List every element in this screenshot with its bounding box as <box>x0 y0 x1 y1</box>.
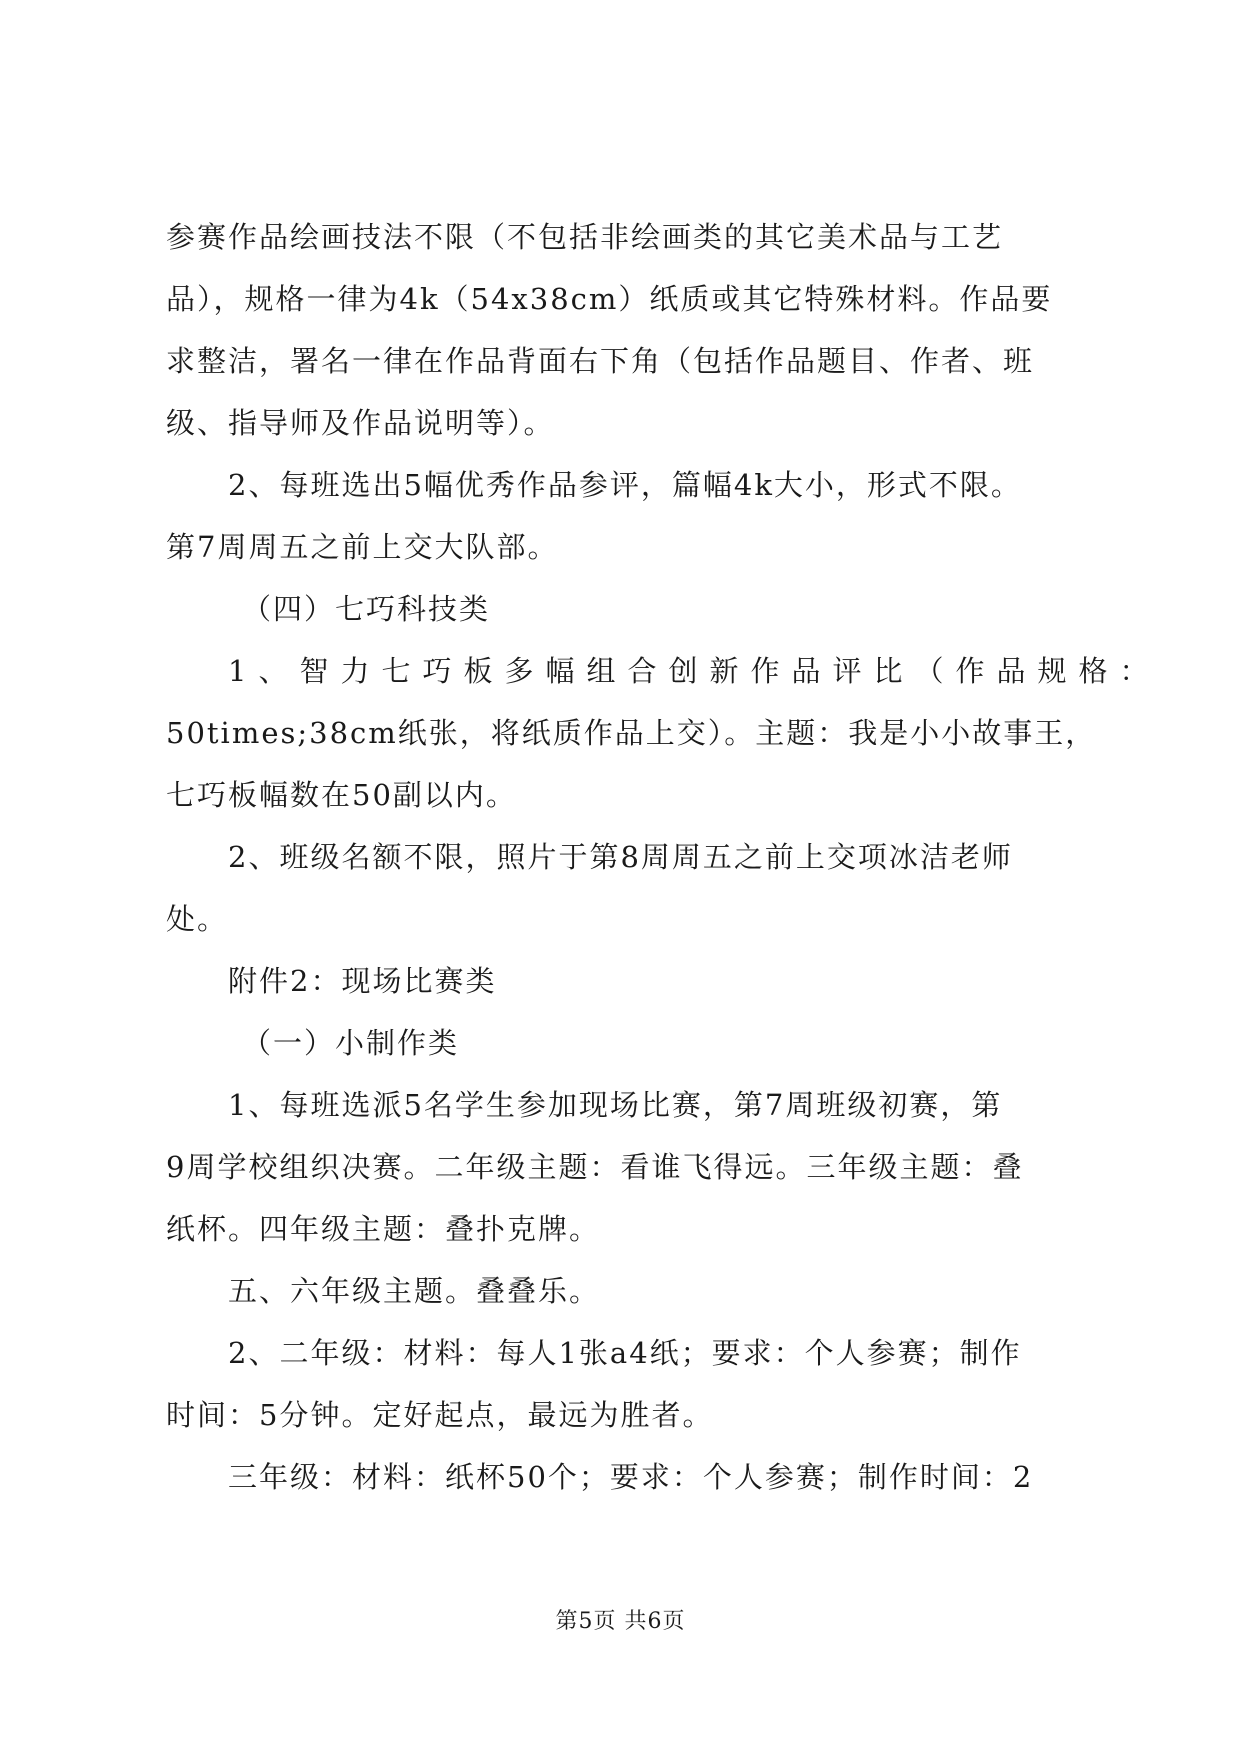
page-number-footer: 第5页 共6页 <box>555 1609 686 1634</box>
paragraph-line: 2、每班选出5幅优秀作品参评，篇幅4k大小，形式不限。 <box>228 468 1022 502</box>
paragraph-line: 参赛作品绘画技法不限（不包括非绘画类的其它美术品与工艺 <box>166 220 1004 254</box>
paragraph-line: 2、二年级：材料：每人1张a4纸；要求：个人参赛；制作 <box>228 1336 1022 1370</box>
paragraph-line: 三年级：材料：纸杯50个；要求：个人参赛；制作时间：2 <box>228 1460 1034 1494</box>
section-heading: （一）小制作类 <box>242 1026 460 1060</box>
paragraph-line: 级、指导师及作品说明等）。 <box>166 406 555 440</box>
paragraph-line: 纸杯。四年级主题：叠扑克牌。 <box>166 1212 601 1246</box>
paragraph-line: 2、班级名额不限，照片于第8周周五之前上交项冰洁老师 <box>228 840 1013 874</box>
paragraph-line: 1、每班选派5名学生参加现场比赛，第7周班级初赛，第 <box>228 1088 1003 1122</box>
section-heading: （四）七巧科技类 <box>242 592 491 626</box>
paragraph-line: 品），规格一律为4k（54x38cm）纸质或其它特殊材料。作品要 <box>166 282 1053 316</box>
appendix-heading: 附件2：现场比赛类 <box>228 964 497 998</box>
paragraph-line: 五、六年级主题。叠叠乐。 <box>228 1274 601 1308</box>
document-body <box>166 220 1161 1524</box>
paragraph-line: 时间：5分钟。定好起点，最远为胜者。 <box>166 1398 714 1432</box>
paragraph-line: 9周学校组织决赛。二年级主题：看谁飞得远。三年级主题：叠 <box>166 1150 1024 1184</box>
paragraph-line: 处。 <box>166 902 229 936</box>
paragraph-line: 第7周周五之前上交大队部。 <box>166 530 559 564</box>
paragraph-line: 50times;38cm纸张，将纸质作品上交）。主题：我是小小故事王， <box>166 716 1097 750</box>
paragraph-line: 1、智力七巧板多幅组合创新作品评比（作品规格： <box>228 654 1161 688</box>
paragraph-line: 求整洁，署名一律在作品背面右下角（包括作品题目、作者、班 <box>166 344 1035 378</box>
paragraph-line: 七巧板幅数在50副以内。 <box>166 778 517 812</box>
